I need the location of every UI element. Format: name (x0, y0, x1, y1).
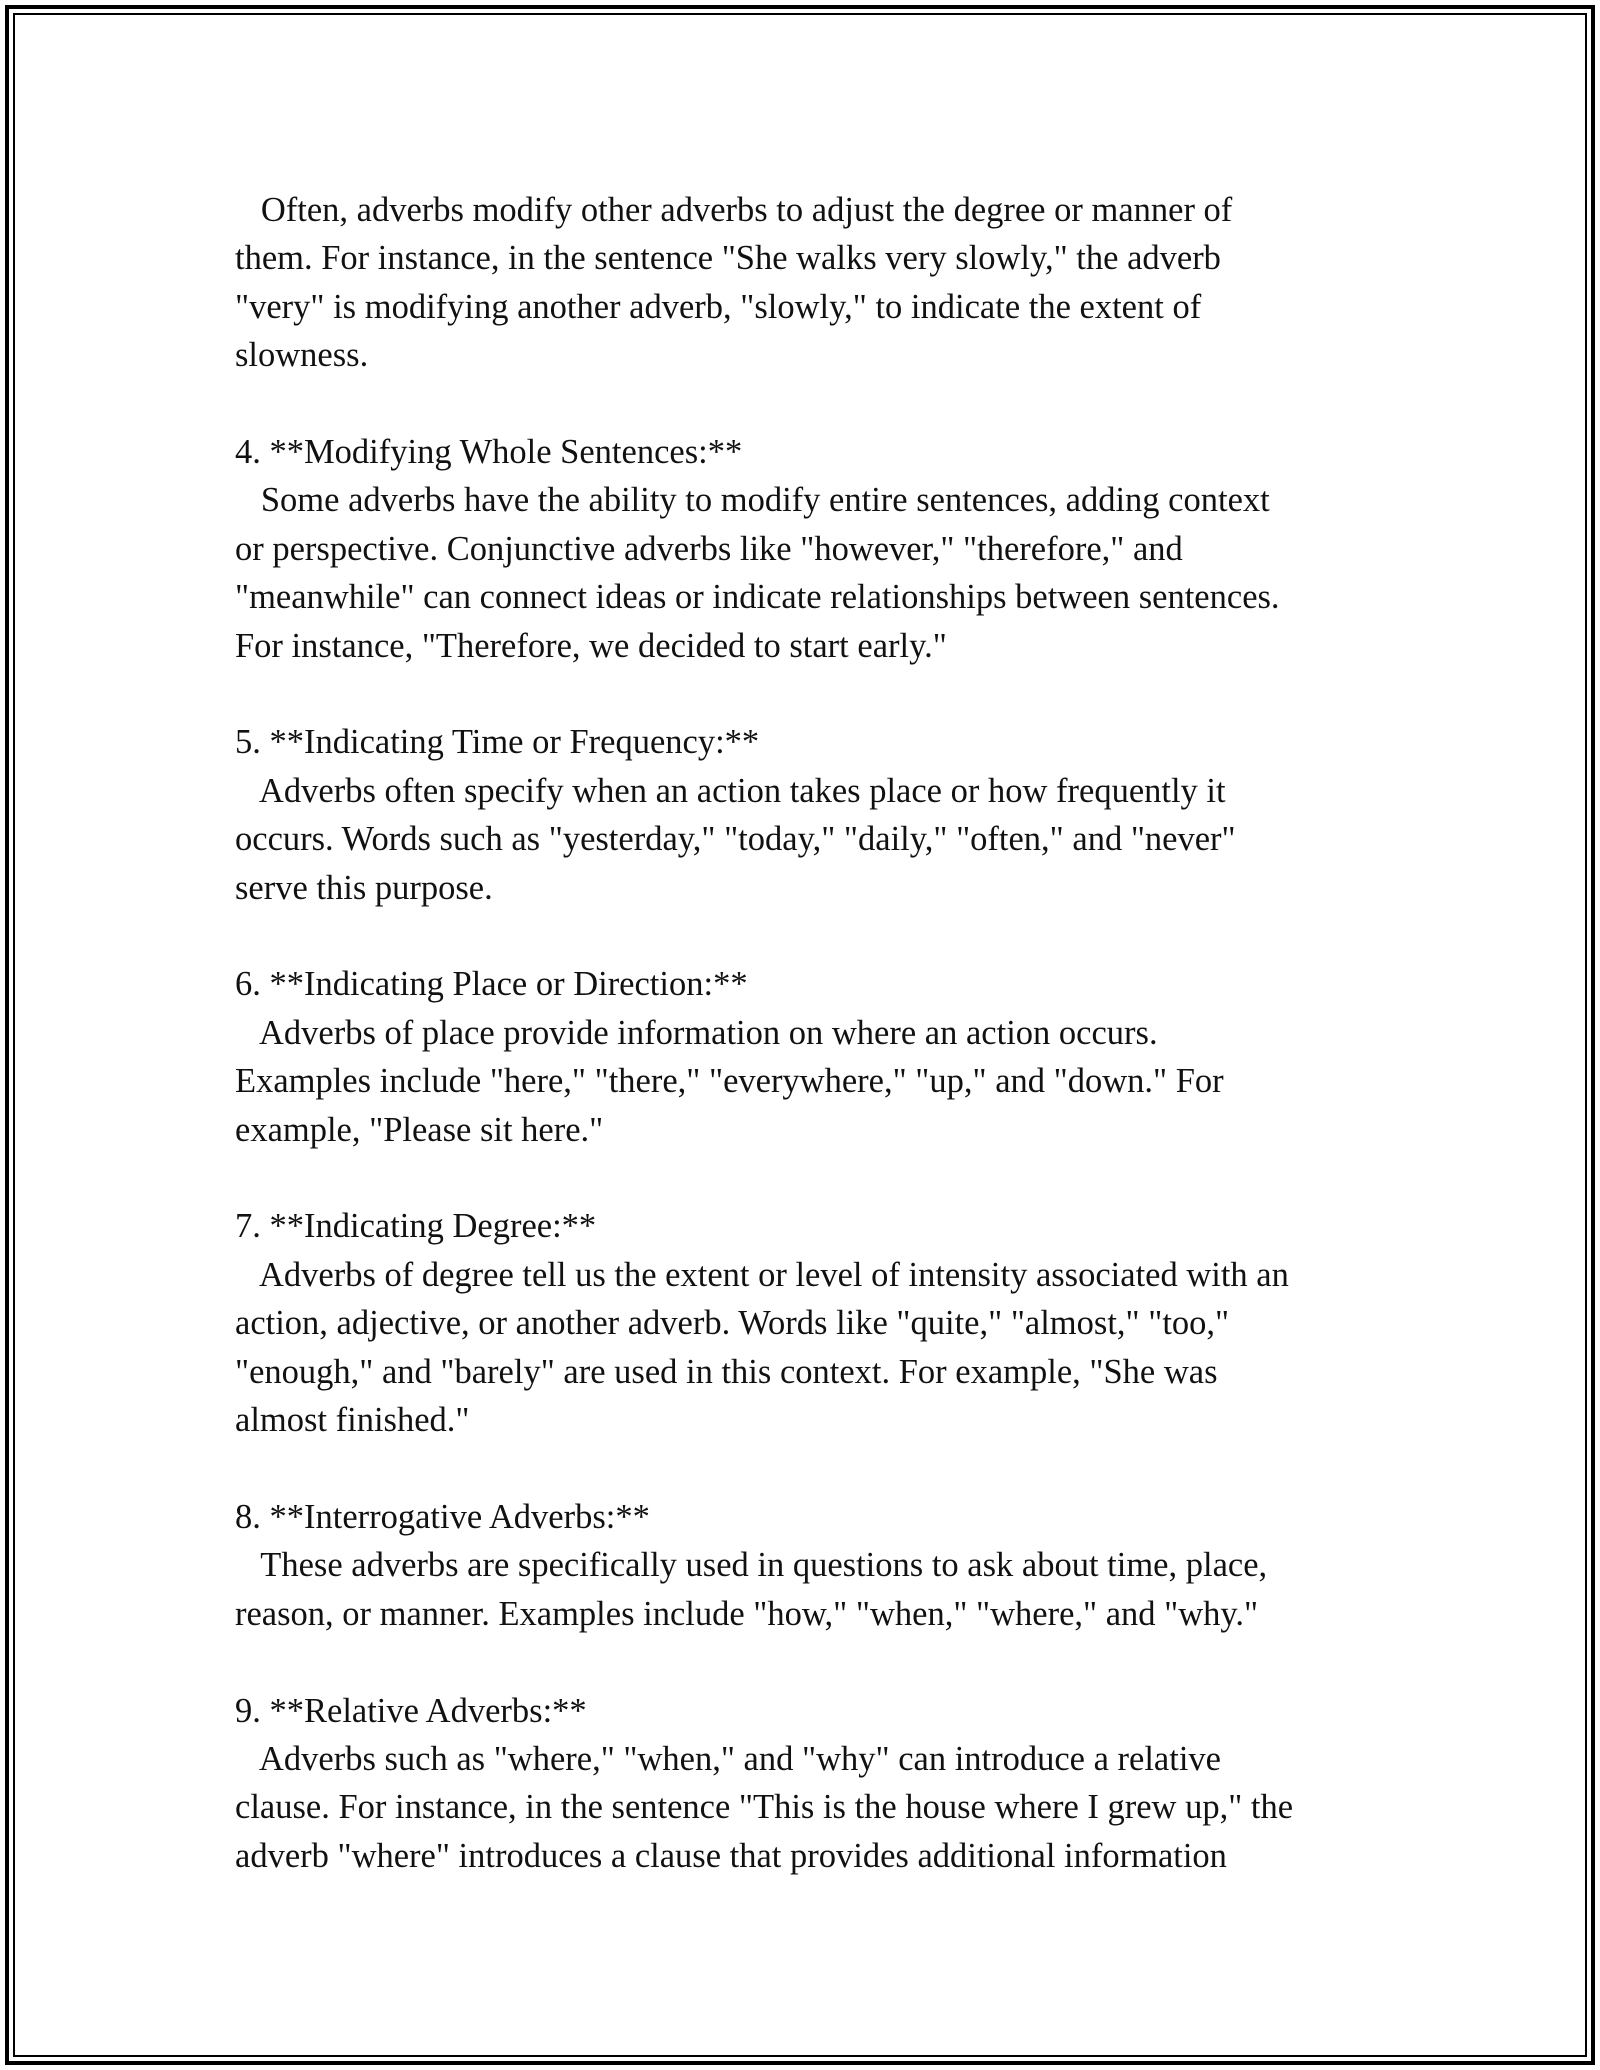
section-modifying-whole-sentences (235, 428, 1385, 670)
section-line: "enough," and "barely" are used in this context. For example, "She was (235, 1352, 1218, 1391)
section-line: Adverbs of degree tell us the extent or level of intensity associated with an (235, 1255, 1289, 1294)
section-heading: 5. **Indicating Time or Frequency:** (235, 723, 760, 762)
section-interrogative-adverbs (235, 1493, 1385, 1638)
intro-line: "very" is modifying another adverb, "slowly," to indicate the extent of (235, 287, 1202, 326)
section-line: Some adverbs have the ability to modify entire sentences, adding context (235, 481, 1270, 520)
intro-paragraph (235, 186, 1385, 380)
document-body (235, 186, 1385, 1880)
section-line: adverb "where" introduces a clause that provides additional information (235, 1836, 1227, 1875)
intro-line: slowness. (235, 336, 369, 375)
section-place-direction (235, 960, 1385, 1154)
section-line: occurs. Words such as "yesterday," "today," "daily," "often," and "never" (235, 820, 1236, 859)
paragraph-gap (235, 1154, 1385, 1202)
section-line: Adverbs of place provide information on where an action occurs. (235, 1013, 1158, 1052)
paragraph-gap (235, 380, 1385, 428)
section-line: "meanwhile" can connect ideas or indicate relationships between sentences. (235, 578, 1280, 617)
paragraph-gap (235, 1638, 1385, 1686)
section-time-frequency (235, 718, 1385, 912)
section-line: Examples include "here," "there," "everywhere," "up," and "down." For (235, 1062, 1224, 1101)
intro-line: them. For instance, in the sentence "She walks very slowly," the adverb (235, 239, 1221, 278)
section-line: For instance, "Therefore, we decided to start early." (235, 626, 947, 665)
section-line: Adverbs such as "where," "when," and "why" can introduce a relative (235, 1739, 1221, 1778)
section-line: example, "Please sit here." (235, 1110, 604, 1149)
paragraph-gap (235, 912, 1385, 960)
section-line: almost finished." (235, 1401, 470, 1440)
section-heading: 6. **Indicating Place or Direction:** (235, 965, 748, 1004)
intro-line: Often, adverbs modify other adverbs to adjust the degree or manner of (235, 191, 1233, 229)
section-line: or perspective. Conjunctive adverbs like "however," "therefore," and (235, 529, 1183, 568)
section-heading: 4. **Modifying Whole Sentences:** (235, 433, 743, 472)
section-heading: 9. **Relative Adverbs:** (235, 1691, 587, 1730)
paragraph-gap (235, 670, 1385, 718)
section-line: clause. For instance, in the sentence "This is the house where I grew up," the (235, 1788, 1294, 1827)
section-line: Adverbs often specify when an action takes place or how frequently it (235, 771, 1226, 810)
section-line: These adverbs are specifically used in questions to ask about time, place, (235, 1546, 1268, 1585)
section-heading: 7. **Indicating Degree:** (235, 1207, 597, 1246)
section-degree (235, 1202, 1385, 1444)
section-relative-adverbs (235, 1687, 1385, 1881)
section-line: serve this purpose. (235, 868, 493, 907)
section-line: action, adjective, or another adverb. Words like "quite," "almost," "too," (235, 1304, 1230, 1343)
section-heading: 8. **Interrogative Adverbs:** (235, 1497, 650, 1536)
section-line: reason, or manner. Examples include "how," "when," "where," and "why." (235, 1594, 1259, 1633)
paragraph-gap (235, 1445, 1385, 1493)
